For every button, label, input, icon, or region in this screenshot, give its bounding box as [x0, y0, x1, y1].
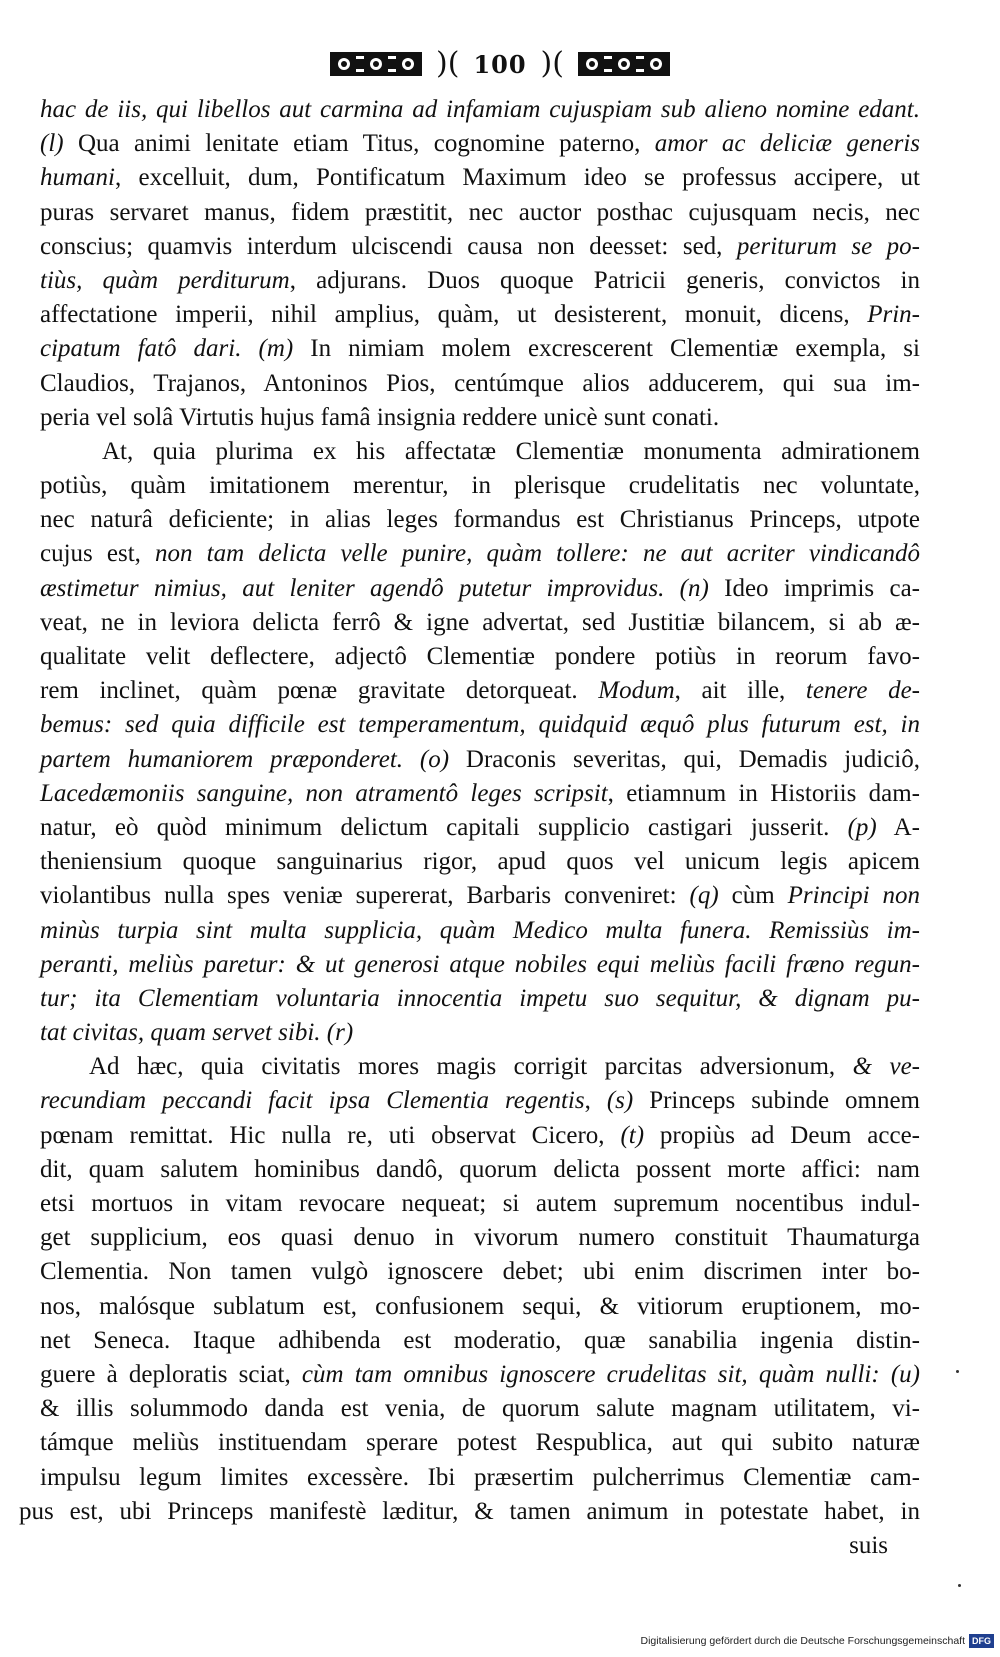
text-segment: cùm: [718, 882, 788, 910]
text-segment: & ve-: [852, 1053, 920, 1081]
text-segment: partem humaniorem præponderet. (o): [40, 745, 450, 773]
text-segment: A-: [876, 813, 920, 841]
digitization-footer: [640, 1633, 994, 1649]
text-segment: amor ac deliciæ generis: [654, 130, 920, 158]
text-segment: Ideo imprimis ca-: [708, 574, 920, 602]
text-segment: (s): [606, 1087, 634, 1115]
text-segment: nec naturâ deficiente; in alias leges formandus est Christianus Princeps, utpote: [40, 506, 920, 534]
text-segment: , ait ille,: [674, 677, 806, 705]
text-segment: theniensium quoque sanguinarius rigor, apud quos vel unicum legis apicem: [40, 848, 920, 876]
text-segment: cùm tam omnibus ignoscere crudelitas sit, quàm nulli: (u): [301, 1360, 920, 1388]
text-segment: affectatione imperii, nihil amplius, quàm, ut desisterent, monuit, dicens,: [40, 301, 868, 329]
text-segment: æstimetur nimius, aut leniter agendô putetur improvidus. (n): [40, 574, 709, 602]
text-line: [40, 674, 920, 708]
text-segment: & illis solummodo danda est venia, de quorum salute magnam utilitatem, vi-: [40, 1395, 920, 1423]
text-line: [40, 93, 920, 127]
text-line: [40, 1324, 920, 1358]
footer-note: Digitalisierung gefördert durch die Deutsche Forschungsgemeinschaft: [640, 1635, 965, 1647]
text-segment: Principi non: [787, 882, 921, 910]
text-segment: etsi mortuos in vitam revocare nequeat; si autem supremum nocentibus indul-: [40, 1190, 920, 1217]
text-segment: Prin-: [867, 301, 920, 329]
text-segment: rem inclinet, quàm pœnæ gravitate detorqueat.: [40, 677, 599, 705]
text-segment: propiùs ad Deum acce-: [644, 1121, 921, 1149]
text-segment: Clementia. Non tamen vulgò ignoscere debet; ubi enim discrimen inter bo-: [40, 1258, 920, 1286]
text-segment: puras servaret manus, fidem præstitit, nec auctor posthac cujusquam necis, nec: [40, 198, 920, 226]
text-segment: (q): [689, 882, 719, 910]
text-segment: In nimiam molem excrescerent Clementiæ exempla, si: [293, 335, 920, 363]
text-line: [40, 537, 920, 571]
text-line: [40, 1529, 920, 1563]
text-segment: , adjurans. Duos quoque Patricii generis, convictos in: [289, 266, 921, 294]
dfg-logo: DFG: [969, 1634, 994, 1648]
left-ornament-icon: [330, 50, 422, 78]
text-line: [40, 1016, 920, 1050]
text-segment: non tam delicta velle punire, quàm tollere: ne aut acriter vindicandô: [155, 540, 920, 568]
right-ornament-icon: [578, 50, 670, 78]
text-segment: (l): [40, 130, 64, 158]
text-line: [40, 503, 920, 537]
left-paren: )(: [436, 46, 460, 81]
text-line: [40, 230, 920, 264]
text-line: [40, 1221, 920, 1255]
text-segment: tat civitas, quam servet sibi. (r): [40, 1019, 354, 1047]
text-segment: guere à deploratis sciat,: [40, 1360, 302, 1388]
text-segment: (t): [620, 1121, 645, 1149]
text-segment: (p): [847, 813, 877, 841]
page-header: [0, 44, 1000, 84]
text-segment: At, quia plurima ex his affectatæ Clementiæ monumenta admirationem: [102, 437, 920, 465]
text-segment: humani: [40, 164, 115, 192]
text-segment: Claudios, Trajanos, Antoninos Pios, centúmque alios adducerem, qui sua im-: [40, 369, 920, 397]
text-line: [40, 914, 920, 948]
text-segment: Princeps subinde omnem: [633, 1087, 921, 1115]
text-segment: natur, eò quòd minimum delictum capitali supplicio castigari jusserit.: [40, 813, 848, 841]
text-line: [40, 401, 920, 435]
text-segment: peranti, meliùs paretur: & ut generosi atque nobiles equi meliùs facili fræno regun-: [40, 950, 920, 978]
text-segment: veat, ne in leviora delicta ferrô & igne advertat, sed Justitiæ bilancem, si ab æ-: [40, 608, 920, 636]
text-segment: hac de iis, qui libellos aut carmina ad infamiam cujuspiam sub alieno nomine edant.: [40, 96, 920, 123]
text-line: [40, 845, 920, 879]
text-line: [40, 196, 920, 230]
text-segment: tenere de-: [805, 677, 920, 705]
text-segment: suis: [849, 1531, 888, 1559]
text-segment: Draconis severitas, qui, Demadis judiciô,: [449, 745, 920, 773]
text-line: [19, 1495, 920, 1529]
text-segment: pœnam remittat. Hic nulla re, uti observat Cicero,: [40, 1121, 621, 1149]
text-segment: , etiamnum in Historiis dam-: [607, 779, 920, 807]
text-segment: peria vel solâ Virtutis hujus famâ insignia reddere unicè sunt conati.: [40, 403, 720, 431]
text-line: [40, 811, 920, 845]
text-segment: net Seneca. Itaque adhibenda est moderatio, quæ sanabilia ingenia distin-: [40, 1326, 920, 1354]
text-segment: violantibus nulla spes veniæ supererat, Barbaris conveniret:: [40, 882, 690, 910]
text-segment: támque meliùs instituendam sperare potest Respublica, aut qui subito naturæ: [40, 1429, 920, 1457]
text-line: [40, 879, 920, 913]
text-segment: recundiam peccandi facit ipsa Clementia regentis: [40, 1087, 585, 1115]
text-segment: qualitate velit deflectere, adjectô Clementiæ pondere potiùs in reorum favo-: [40, 643, 920, 670]
text-line: [40, 1050, 920, 1084]
text-line: [40, 1119, 920, 1153]
text-segment: tur; ita Clementiam voluntaria innocentia impetu suo sequitur, & dignam pu-: [40, 984, 920, 1012]
text-line: [40, 1187, 920, 1221]
text-line: [40, 435, 920, 469]
text-segment: Qua animi lenitate etiam Titus, cognomine paterno,: [63, 130, 655, 158]
text-line: [40, 1461, 920, 1495]
text-segment: cujus est,: [40, 540, 156, 568]
text-segment: Modum: [598, 677, 675, 705]
text-line: [40, 743, 920, 777]
text-line: [40, 572, 920, 606]
text-line: [40, 606, 920, 640]
text-line: [40, 1255, 920, 1289]
text-line: [40, 777, 920, 811]
text-line: [40, 948, 920, 982]
text-line: [40, 1358, 920, 1392]
text-line: [40, 1392, 920, 1426]
ink-speck: [956, 1370, 959, 1373]
text-segment: , excelluit, dum, Pontificatum Maximum ideo se professus accipere, ut: [115, 164, 920, 192]
text-segment: potiùs, quàm imitationem merentur, in plerisque crudelitatis nec voluntate,: [40, 472, 920, 500]
right-paren: )(: [540, 46, 564, 81]
body-text: [19, 93, 921, 1563]
text-line: [40, 1084, 920, 1118]
text-segment: bemus: sed quia difficile est temperamentum, quidquid æquô plus futurum est, in: [40, 711, 920, 739]
text-line: [40, 982, 920, 1016]
text-segment: Lacedæmoniis sanguine, non atramentô leges scripsit: [40, 779, 608, 807]
text-segment: impulsu legum limites excessère. Ibi præsertim pulcherrimus Clementiæ cam-: [40, 1463, 920, 1491]
text-segment: nos, malósque sublatum est, confusionem sequi, & vitiorum eruptionem, mo-: [40, 1292, 920, 1320]
page-number: 100: [473, 49, 527, 79]
text-line: [40, 264, 920, 298]
text-line: [40, 332, 920, 366]
text-line: [40, 298, 920, 332]
text-segment: conscius; quamvis interdum ulciscendi causa non deesset: sed,: [40, 232, 737, 260]
text-line: [40, 161, 920, 195]
text-segment: pus est, ubi Princeps manifestè læditur, & tamen animum in potestate habet, in: [19, 1497, 920, 1525]
text-segment: cipatum fatô dari. (m): [40, 335, 294, 363]
text-line: [40, 367, 920, 401]
text-segment: dit, quam salutem hominibus dandô, quorum delicta possent morte affici: nam: [40, 1155, 920, 1183]
text-line: [40, 1426, 920, 1460]
text-line: [40, 1153, 920, 1187]
text-segment: ,: [584, 1087, 607, 1115]
text-line: [40, 708, 920, 742]
ink-speck: [958, 1584, 961, 1587]
text-segment: minùs turpia sint multa supplicia, quàm Medico multa funera. Remissiùs im-: [40, 916, 920, 944]
text-line: [40, 1290, 920, 1324]
text-segment: get supplicium, eos quasi denuo in vivorum numero constituit Thaumaturga: [40, 1224, 920, 1252]
text-line: [40, 127, 920, 161]
text-line: [40, 469, 920, 503]
text-segment: periturum se po-: [736, 232, 921, 260]
text-line: [40, 640, 920, 674]
text-segment: tiùs, quàm perditurum: [40, 266, 290, 294]
text-segment: Ad hæc, quia civitatis mores magis corrigit parcitas adversionum,: [89, 1053, 853, 1081]
